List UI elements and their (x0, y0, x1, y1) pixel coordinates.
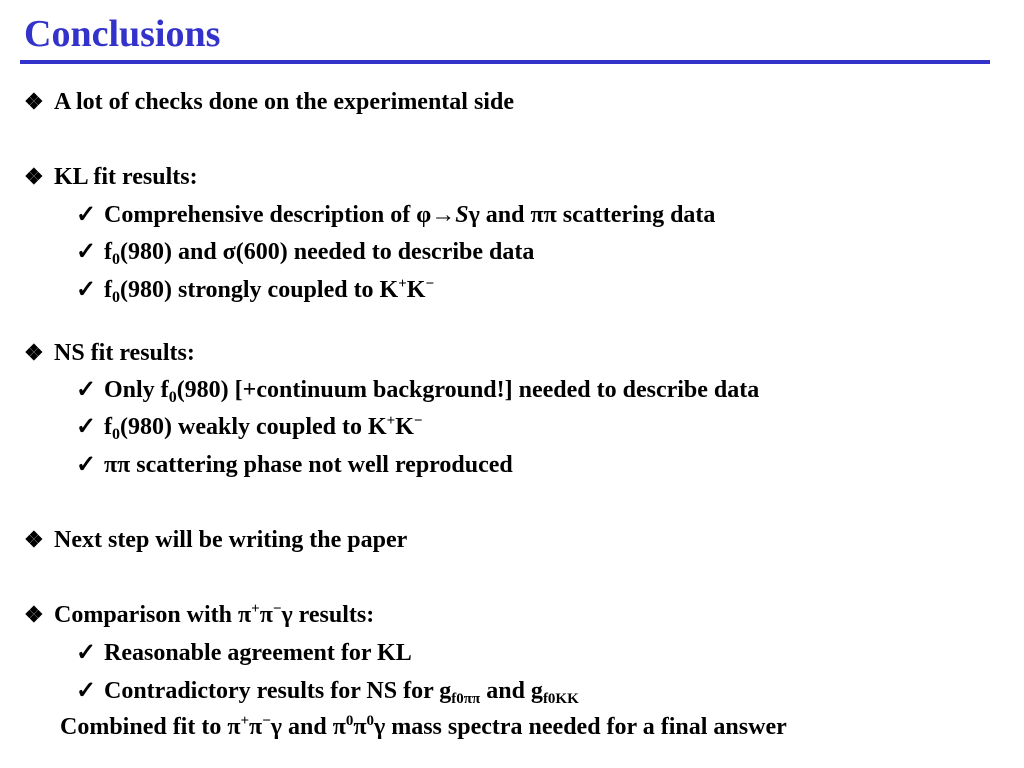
text: (980) weakly coupled to K (120, 414, 387, 440)
subscript: 0 (168, 389, 177, 406)
checkmark-icon: ✓ (76, 678, 97, 704)
bullet-kl-fit (24, 162, 198, 192)
text: Comprehensive description of (104, 202, 417, 228)
text: ππ scattering phase not well reproduced (104, 452, 513, 478)
text: π (353, 714, 367, 740)
bullet-comparison (24, 600, 374, 630)
superscript: 0 (345, 713, 354, 729)
checkmark-icon: ✓ (76, 414, 97, 440)
checkmark-icon: ✓ (76, 377, 97, 403)
check-ns-only-f0 (76, 375, 759, 405)
subscript: 0 (112, 251, 120, 268)
text: π (249, 714, 263, 740)
text: K (395, 414, 414, 440)
superscript: + (240, 713, 250, 729)
subscript: f0KK (542, 691, 579, 707)
superscript: − (413, 413, 423, 429)
text: and ππ scattering data (479, 202, 716, 228)
checkmark-icon: ✓ (76, 239, 97, 265)
bullet-text: A lot of checks done on the experimental side (54, 89, 514, 115)
check-kl-strongly-coupled (76, 275, 434, 305)
check-contradictory-results (76, 676, 579, 706)
check-reasonable-agreement (76, 638, 412, 668)
text: γ mass spectra needed for a final answer (374, 714, 787, 740)
text: S (455, 202, 469, 228)
text: Contradictory results for NS for g (104, 678, 452, 704)
page-title: Conclusions (24, 13, 221, 55)
diamond-bullet-icon: ❖ (24, 164, 44, 189)
bullet-ns-fit (24, 338, 195, 368)
checkmark-icon: ✓ (76, 452, 97, 478)
superscript: − (272, 601, 282, 617)
text: and g (480, 678, 543, 704)
bullet-text: NS fit results: (54, 340, 195, 366)
text: π (259, 602, 273, 628)
text: (980) strongly coupled to K (120, 277, 399, 303)
text: γ and π (270, 714, 346, 740)
final-statement (60, 712, 787, 742)
superscript: 0 (366, 713, 374, 729)
superscript: + (398, 276, 407, 292)
bullet-text: Next step will be writing the paper (54, 527, 408, 553)
diamond-bullet-icon: ❖ (24, 89, 44, 114)
text: K (406, 277, 426, 303)
text: Combined fit to π (60, 714, 241, 740)
check-ns-phase (76, 450, 513, 480)
checkmark-icon: ✓ (76, 277, 97, 303)
text: γ results: (281, 602, 375, 628)
diamond-bullet-icon: ❖ (24, 527, 44, 552)
text: f (104, 414, 112, 440)
check-kl-f0-sigma (76, 237, 534, 267)
bullet-text: KL fit results: (54, 164, 198, 190)
diamond-bullet-icon: ❖ (24, 602, 44, 627)
check-ns-weakly-coupled (76, 412, 422, 442)
checkmark-icon: ✓ (76, 202, 97, 228)
checkmark-icon: ✓ (76, 640, 97, 666)
subscript: f0ππ (451, 691, 481, 707)
bullet-experimental-checks (24, 87, 514, 117)
subscript: 0 (112, 289, 120, 306)
title-divider (20, 60, 990, 64)
subscript: 0 (112, 426, 120, 443)
text: Only f (104, 377, 169, 403)
text: (980) [+continuum background!] needed to describe data (176, 377, 760, 403)
diamond-bullet-icon: ❖ (24, 340, 44, 365)
superscript: − (262, 713, 271, 729)
bullet-next-step (24, 525, 407, 555)
text: Reasonable agreement for KL (104, 640, 412, 666)
text: φ→ (416, 202, 456, 228)
text: (980) and σ(600) needed to describe data (120, 239, 535, 265)
text: Comparison with π (54, 602, 252, 628)
superscript: + (386, 413, 396, 429)
superscript: − (425, 276, 435, 292)
text: γ (468, 202, 480, 228)
text: f (104, 277, 112, 303)
check-kl-comprehensive (76, 200, 715, 230)
text: f (104, 239, 112, 265)
superscript: + (251, 601, 260, 617)
